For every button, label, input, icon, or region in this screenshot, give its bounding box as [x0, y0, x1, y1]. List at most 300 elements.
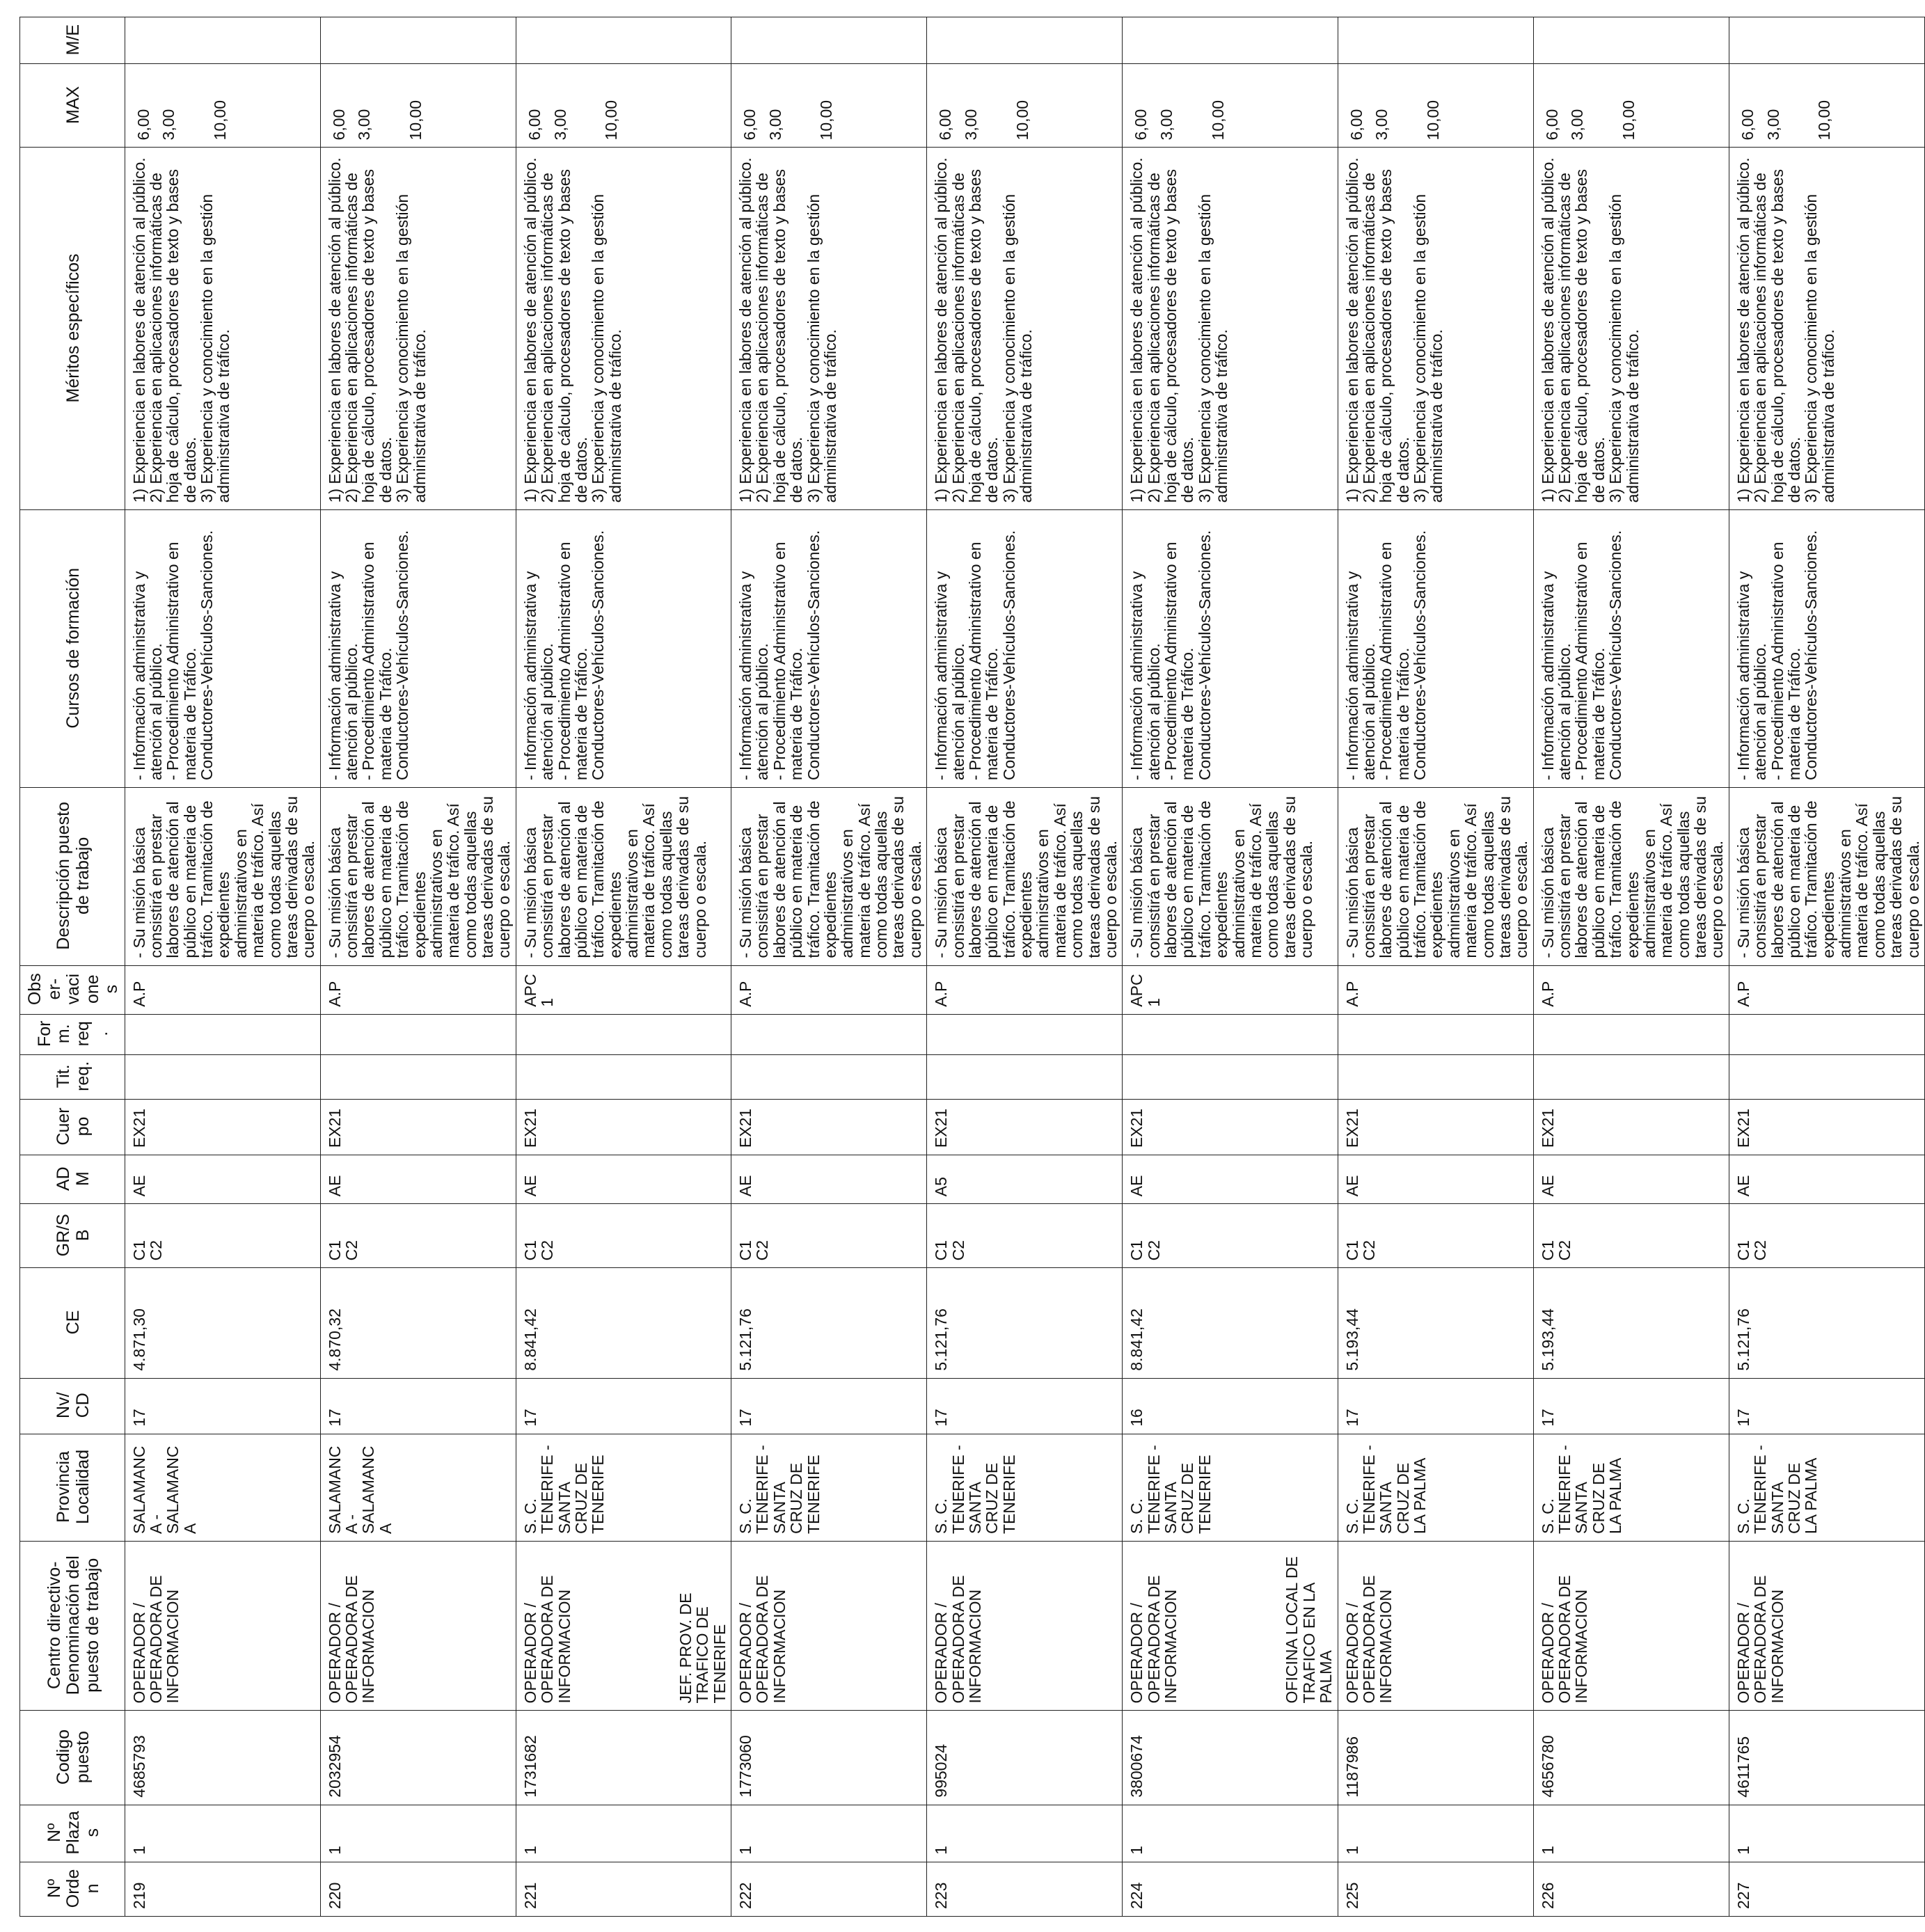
header-descripcion: Descripción puesto de trabajo: [20, 788, 125, 965]
grupo-cell: [1729, 1204, 1924, 1268]
centro-unidad-text: OFICINA LOCAL DE TRAFICO EN LA PALMA: [1283, 1556, 1336, 1704]
cursos-cell-text: - Información administrativa y atención al público. - Procedimiento Administrativo en materia de Tráfico. Conductores-Vehículos-Sanciones.: [521, 530, 608, 781]
cursos-cell-text: - Información administrativa y atención al público. - Procedimiento Administrativo en materia de Tráfico. Conductores-Vehículos-Sanciones.: [1538, 530, 1625, 781]
adm-cell: [1729, 1155, 1924, 1204]
observaciones-cell-text: A.P: [736, 981, 754, 1007]
nivel-cell: [927, 1378, 1123, 1434]
ce-cell-text: 5.121,76: [932, 1308, 951, 1371]
centro-cell-text: OPERADOR / OPERADORA DE INFORMACION: [325, 1575, 378, 1704]
adm-cell: [125, 1155, 320, 1204]
nivel-cell: [731, 1378, 927, 1434]
meritos-cell-text: 1) Experiencia en labores de atención al público. 2) Experiencia en aplicaciones informáticas de hoja de cálculo, procesadores de texto y bases de datos. 3) Experiencia y conocimiento en la gestión administrativa de tráfico.: [521, 157, 624, 503]
ce-cell-text: 4.870,32: [325, 1308, 344, 1371]
adm-cell-text: A5: [932, 1177, 951, 1197]
cuerpo-cell-text: EX21: [325, 1108, 344, 1148]
me-cell: [1123, 17, 1338, 64]
nivel-cell-text: 17: [1342, 1409, 1361, 1427]
provincia-cell-text: S. C. TENERIFE - SANTA CRUZ DE TENERIFE: [932, 1445, 1018, 1535]
centro-cell: [927, 1542, 1123, 1711]
descripcion-cell-text: - Su misión básica consistirá en prestar labores de atención al público en materia de tráfico. Tramitación de expedientes administrativos en materia de tráfico. Así como todas aquellas tareas derivadas de su cuerpo o escala.: [1127, 795, 1315, 958]
form-cell: [125, 1014, 320, 1054]
plazas-cell-text: 1: [1342, 1846, 1361, 1855]
cursos-cell: [927, 510, 1123, 788]
plazas-cell-text: 1: [1538, 1846, 1557, 1855]
codigo-cell-text: 3800674: [1127, 1735, 1146, 1798]
descripcion-cell: [1338, 788, 1533, 965]
max-cell: [927, 64, 1123, 148]
cuerpo-cell-text: EX21: [521, 1108, 539, 1148]
cursos-cell-text: - Información administrativa y atención al público. - Procedimiento Administrativo en materia de Tráfico. Conductores-Vehículos-Sanciones.: [1734, 530, 1821, 781]
observaciones-cell-text: APC1: [521, 974, 557, 1007]
cuerpo-cell-text: EX21: [1342, 1108, 1361, 1148]
descripcion-cell-text: - Su misión básica consistirá en prestar labores de atención al público en materia de tráfico. Tramitación de expedientes administrativos en materia de tráfico. Así como todas aquellas tareas derivadas de su cuerpo o escala.: [1538, 795, 1727, 958]
cursos-cell: [516, 510, 731, 788]
centro-cell: [1533, 1542, 1729, 1711]
plazas-cell-text: 1: [736, 1846, 754, 1855]
ce-cell-text: 5.193,44: [1538, 1308, 1557, 1371]
meritos-cell: [1338, 148, 1533, 510]
nivel-cell-text: 17: [521, 1409, 539, 1427]
meritos-cell-text: 1) Experiencia en labores de atención al público. 2) Experiencia en aplicaciones informáticas de hoja de cálculo, procesadores de texto y bases de datos. 3) Experiencia y conocimiento en la gestión administrativa de tráfico.: [736, 157, 839, 503]
form-cell: [731, 1014, 927, 1054]
cursos-cell: [1338, 510, 1533, 788]
meritos-cell: [927, 148, 1123, 510]
provincia-cell: [1123, 1434, 1338, 1541]
table-row: [1533, 17, 1729, 1917]
descripcion-cell: [927, 788, 1123, 965]
max-cell-text: 6,00 3,00 10,00: [525, 100, 621, 141]
orden-cell: [516, 1862, 731, 1916]
ce-cell-text: 8.841,42: [521, 1308, 539, 1371]
meritos-cell: [1729, 148, 1924, 510]
nivel-cell: [1533, 1378, 1729, 1434]
orden-cell: [927, 1862, 1123, 1916]
ce-cell-text: 5.193,44: [1342, 1308, 1361, 1371]
provincia-cell: [1729, 1434, 1924, 1541]
meritos-cell: [731, 148, 927, 510]
ce-cell: [1338, 1268, 1533, 1378]
cursos-cell-text: - Información administrativa y atención al público. - Procedimiento Administrativo en materia de Tráfico. Conductores-Vehículos-Sanciones.: [932, 530, 1018, 781]
adm-cell: [516, 1155, 731, 1204]
cursos-cell-text: - Información administrativa y atención al público. - Procedimiento Administrativo en materia de Tráfico. Conductores-Vehículos-Sanciones.: [129, 530, 216, 781]
centro-cell: [731, 1542, 927, 1711]
adm-cell-text: AE: [736, 1175, 754, 1197]
descripcion-cell: [731, 788, 927, 965]
plazas-cell: [731, 1805, 927, 1862]
adm-cell-text: AE: [1734, 1175, 1752, 1197]
max-cell-text: 6,00 3,00 10,00: [936, 100, 1031, 141]
nivel-cell-text: 17: [129, 1409, 148, 1427]
adm-cell-text: AE: [129, 1175, 148, 1197]
nivel-cell-text: 17: [736, 1409, 754, 1427]
centro-cell-text: OPERADOR / OPERADORA DE INFORMACION: [932, 1575, 984, 1704]
grupo-cell: [1533, 1204, 1729, 1268]
tit-cell: [320, 1054, 516, 1099]
plazas-cell-text: 1: [325, 1846, 344, 1855]
max-cell-text: 6,00 3,00 10,00: [1132, 100, 1227, 141]
observaciones-cell-text: A.P: [932, 981, 951, 1007]
plazas-cell-text: 1: [1734, 1846, 1752, 1855]
ce-cell-text: 8.841,42: [1127, 1308, 1146, 1371]
codigo-cell: [516, 1711, 731, 1805]
form-cell: [1729, 1014, 1924, 1054]
centro-cell-text: OPERADOR / OPERADORA DE INFORMACION: [736, 1575, 789, 1704]
codigo-cell: [1729, 1711, 1924, 1805]
adm-cell-text: AE: [1538, 1175, 1557, 1197]
max-cell: [1533, 64, 1729, 148]
ce-cell: [1123, 1268, 1338, 1378]
max-cell-text: 6,00 3,00 10,00: [1738, 100, 1834, 141]
nivel-cell-text: 16: [1127, 1409, 1146, 1427]
ce-cell-text: 5.121,76: [1734, 1308, 1752, 1371]
max-cell: [125, 64, 320, 148]
job-listing-table: [19, 17, 1925, 1917]
ce-cell: [1533, 1268, 1729, 1378]
observaciones-cell: [1533, 965, 1729, 1014]
observaciones-cell: [927, 965, 1123, 1014]
nivel-cell: [1123, 1378, 1338, 1434]
grupo-cell: [125, 1204, 320, 1268]
codigo-cell: [927, 1711, 1123, 1805]
observaciones-cell: [320, 965, 516, 1014]
header-provincia: Provincia Localidad: [20, 1434, 125, 1541]
codigo-cell-text: 1731682: [521, 1735, 539, 1798]
codigo-cell-text: 4685793: [129, 1735, 148, 1798]
centro-cell: [1729, 1542, 1924, 1711]
grupo-cell-text: C1 C2: [521, 1240, 557, 1261]
centro-cell-text: OPERADOR / OPERADORA DE INFORMACION: [1734, 1575, 1787, 1704]
centro-unidad-text: JEF. PROV. DE TRAFICO DE TENERIFE: [676, 1592, 729, 1704]
descripcion-cell-text: - Su misión básica consistirá en prestar labores de atención al público en materia de tráfico. Tramitación de expedientes administrativos en materia de tráfico. Así como todas aquellas tareas derivadas de su cuerpo o escala.: [1734, 795, 1922, 958]
centro-cell: [125, 1542, 320, 1711]
grupo-cell-text: C1 C2: [325, 1240, 361, 1261]
form-cell: [1533, 1014, 1729, 1054]
plazas-cell: [1338, 1805, 1533, 1862]
descripcion-cell-text: - Su misión básica consistirá en prestar labores de atención al público en materia de tráfico. Tramitación de expedientes administrativos en materia de tráfico. Así como todas aquellas tareas derivadas de su cuerpo o escala.: [325, 795, 514, 958]
cuerpo-cell: [1338, 1099, 1533, 1155]
header-nivel: Nv/ CD: [20, 1378, 125, 1434]
table-row: [1123, 17, 1338, 1917]
grupo-cell: [731, 1204, 927, 1268]
tit-cell: [125, 1054, 320, 1099]
meritos-cell-text: 1) Experiencia en labores de atención al público. 2) Experiencia en aplicaciones informáticas de hoja de cálculo, procesadores de texto y bases de datos. 3) Experiencia y conocimiento en la gestión administrativa de tráfico.: [1342, 157, 1446, 503]
max-cell-text: 6,00 3,00 10,00: [134, 100, 229, 141]
me-cell: [125, 17, 320, 64]
max-cell-text: 6,00 3,00 10,00: [1542, 100, 1638, 141]
grupo-cell: [320, 1204, 516, 1268]
meritos-cell-text: 1) Experiencia en labores de atención al público. 2) Experiencia en aplicaciones informáticas de hoja de cálculo, procesadores de texto y bases de datos. 3) Experiencia y conocimiento en la gestión administrativa de tráfico.: [129, 157, 233, 503]
centro-cell: [1123, 1542, 1338, 1711]
table-body: [125, 17, 1924, 1917]
meritos-cell-text: 1) Experiencia en labores de atención al público. 2) Experiencia en aplicaciones informáticas de hoja de cálculo, procesadores de texto y bases de datos. 3) Experiencia y conocimiento en la gestión administrativa de tráfico.: [932, 157, 1035, 503]
nivel-cell: [516, 1378, 731, 1434]
me-cell: [927, 17, 1123, 64]
adm-cell: [927, 1155, 1123, 1204]
provincia-cell: [1338, 1434, 1533, 1541]
max-cell-text: 6,00 3,00 10,00: [1347, 100, 1442, 141]
cursos-cell-text: - Información administrativa y atención al público. - Procedimiento Administrativo en materia de Tráfico. Conductores-Vehículos-Sanciones.: [325, 530, 412, 781]
nivel-cell: [320, 1378, 516, 1434]
cuerpo-cell: [1533, 1099, 1729, 1155]
nivel-cell: [1729, 1378, 1924, 1434]
cursos-cell: [1123, 510, 1338, 788]
centro-cell: [320, 1542, 516, 1711]
orden-cell: [320, 1862, 516, 1916]
plazas-cell-text: 1: [521, 1846, 539, 1855]
header-form: Form. req.: [20, 1014, 125, 1054]
centro-cell-text: OPERADOR / OPERADORA DE INFORMACION: [1538, 1575, 1591, 1704]
cuerpo-cell-text: EX21: [1538, 1108, 1557, 1148]
table-row: [125, 17, 320, 1917]
codigo-cell: [1533, 1711, 1729, 1805]
header-cuerpo: Cuerpo: [20, 1099, 125, 1155]
ce-cell: [320, 1268, 516, 1378]
grupo-cell-text: C1 C2: [1127, 1240, 1163, 1261]
orden-cell-text: 225: [1342, 1882, 1361, 1909]
observaciones-cell-text: A.P: [1734, 981, 1752, 1007]
me-cell: [1729, 17, 1924, 64]
orden-cell: [125, 1862, 320, 1916]
meritos-cell: [516, 148, 731, 510]
plazas-cell: [125, 1805, 320, 1862]
cuerpo-cell-text: EX21: [1127, 1108, 1146, 1148]
grupo-cell-text: C1 C2: [1734, 1240, 1770, 1261]
orden-cell-text: 227: [1734, 1882, 1752, 1909]
header-observaciones: Obser-vaciones: [20, 965, 125, 1014]
header-adm: ADM: [20, 1155, 125, 1204]
provincia-cell: [927, 1434, 1123, 1541]
max-cell: [1338, 64, 1533, 148]
provincia-cell-text: SALAMANCA - SALAMANCA: [325, 1446, 395, 1535]
provincia-cell: [516, 1434, 731, 1541]
descripcion-cell: [1533, 788, 1729, 965]
plazas-cell-text: 1: [932, 1846, 951, 1855]
orden-cell: [731, 1862, 927, 1916]
cuerpo-cell: [1123, 1099, 1338, 1155]
max-cell-text: 6,00 3,00 10,00: [329, 100, 425, 141]
descripcion-cell: [1123, 788, 1338, 965]
me-cell: [1338, 17, 1533, 64]
adm-cell-text: AE: [1342, 1175, 1361, 1197]
table-row: [516, 17, 731, 1917]
codigo-cell: [1123, 1711, 1338, 1805]
orden-cell-text: 224: [1127, 1882, 1146, 1909]
descripcion-cell-text: - Su misión básica consistirá en prestar labores de atención al público en materia de tráfico. Tramitación de expedientes administrativos en materia de tráfico. Así como todas aquellas tareas derivadas de su cuerpo o escala.: [932, 795, 1120, 958]
meritos-cell: [320, 148, 516, 510]
cuerpo-cell: [125, 1099, 320, 1155]
max-cell: [1123, 64, 1338, 148]
header-ce: CE: [20, 1268, 125, 1378]
header-plazas: Nº Plazas: [20, 1805, 125, 1862]
tit-cell: [927, 1054, 1123, 1099]
grupo-cell-text: C1 C2: [932, 1240, 967, 1261]
cuerpo-cell: [516, 1099, 731, 1155]
form-cell: [516, 1014, 731, 1054]
adm-cell-text: AE: [325, 1175, 344, 1197]
orden-cell: [1729, 1862, 1924, 1916]
descripcion-cell-text: - Su misión básica consistirá en prestar labores de atención al público en materia de tráfico. Tramitación de expedientes administrativos en materia de tráfico. Así como todas aquellas tareas derivadas de su cuerpo o escala.: [736, 795, 924, 958]
cuerpo-cell-text: EX21: [129, 1108, 148, 1148]
ce-cell-text: 4.871,30: [129, 1308, 148, 1371]
descripcion-cell-text: - Su misión básica consistirá en prestar labores de atención al público en materia de tráfico. Tramitación de expedientes administrativos en materia de tráfico. Así como todas aquellas tareas derivadas de su cuerpo o escala.: [1342, 795, 1531, 958]
form-cell: [927, 1014, 1123, 1054]
ce-cell: [516, 1268, 731, 1378]
meritos-cell: [1533, 148, 1729, 510]
meritos-cell: [1123, 148, 1338, 510]
me-cell: [1533, 17, 1729, 64]
tit-cell: [516, 1054, 731, 1099]
ce-cell: [125, 1268, 320, 1378]
cuerpo-cell-text: EX21: [932, 1108, 951, 1148]
header-cursos: Cursos de formación: [20, 510, 125, 788]
tit-cell: [1729, 1054, 1924, 1099]
orden-cell-text: 226: [1538, 1882, 1557, 1909]
cursos-cell: [731, 510, 927, 788]
provincia-cell-text: S. C. TENERIFE - SANTA CRUZ DE LA PALMA: [1734, 1445, 1821, 1535]
observaciones-cell: [516, 965, 731, 1014]
provincia-cell-text: S. C. TENERIFE - SANTA CRUZ DE LA PALMA: [1342, 1445, 1429, 1535]
nivel-cell-text: 17: [1734, 1409, 1752, 1427]
nivel-cell: [125, 1378, 320, 1434]
tit-cell: [731, 1054, 927, 1099]
plazas-cell: [1533, 1805, 1729, 1862]
ce-cell-text: 5.121,76: [736, 1308, 754, 1371]
codigo-cell: [320, 1711, 516, 1805]
centro-cell-text: OPERADOR / OPERADORA DE INFORMACION: [1342, 1575, 1395, 1704]
cursos-cell: [320, 510, 516, 788]
cuerpo-cell: [927, 1099, 1123, 1155]
cuerpo-cell: [320, 1099, 516, 1155]
nivel-cell-text: 17: [932, 1409, 951, 1427]
centro-cell-text: OPERADOR / OPERADORA DE INFORMACION: [521, 1575, 573, 1704]
plazas-cell: [1123, 1805, 1338, 1862]
codigo-cell-text: 1187986: [1342, 1736, 1361, 1798]
max-cell: [516, 64, 731, 148]
plazas-cell: [1729, 1805, 1924, 1862]
cursos-cell: [1533, 510, 1729, 788]
cuerpo-cell: [731, 1099, 927, 1155]
max-cell: [320, 64, 516, 148]
codigo-cell-text: 995024: [932, 1743, 951, 1798]
descripcion-cell-text: - Su misión básica consistirá en prestar labores de atención al público en materia de tráfico. Tramitación de expedientes administrativos en materia de tráfico. Así como todas aquellas tareas derivadas de su cuerpo o escala.: [521, 795, 709, 958]
observaciones-cell: [731, 965, 927, 1014]
me-cell: [516, 17, 731, 64]
header-codigo: Codigo puesto: [20, 1711, 125, 1805]
grupo-cell: [1123, 1204, 1338, 1268]
codigo-cell-text: 4656780: [1538, 1735, 1557, 1798]
header-me: M/E: [20, 17, 125, 64]
meritos-cell-text: 1) Experiencia en labores de atención al público. 2) Experiencia en aplicaciones informáticas de hoja de cálculo, procesadores de texto y bases de datos. 3) Experiencia y conocimiento en la gestión administrativa de tráfico.: [325, 157, 429, 503]
form-cell: [1123, 1014, 1338, 1054]
adm-cell: [1123, 1155, 1338, 1204]
observaciones-cell-text: A.P: [325, 981, 344, 1007]
cursos-cell: [1729, 510, 1924, 788]
nivel-cell-text: 17: [325, 1409, 344, 1427]
table-row: [927, 17, 1123, 1917]
grupo-cell: [516, 1204, 731, 1268]
centro-cell: [1338, 1542, 1533, 1711]
observaciones-cell-text: A.P: [129, 981, 148, 1007]
orden-cell-text: 222: [736, 1882, 754, 1909]
provincia-cell: [320, 1434, 516, 1541]
provincia-cell-text: S. C. TENERIFE - SANTA CRUZ DE TENERIFE: [736, 1445, 823, 1535]
plazas-cell-text: 1: [1127, 1846, 1146, 1855]
orden-cell: [1123, 1862, 1338, 1916]
cuerpo-cell: [1729, 1099, 1924, 1155]
provincia-cell: [125, 1434, 320, 1541]
observaciones-cell: [1729, 965, 1924, 1014]
grupo-cell: [927, 1204, 1123, 1268]
codigo-cell: [125, 1711, 320, 1805]
cursos-cell-text: - Información administrativa y atención al público. - Procedimiento Administrativo en materia de Tráfico. Conductores-Vehículos-Sanciones.: [1127, 530, 1214, 781]
header-max: MAX: [20, 64, 125, 148]
ce-cell: [731, 1268, 927, 1378]
descripcion-cell: [125, 788, 320, 965]
cuerpo-cell-text: EX21: [1734, 1108, 1752, 1148]
tit-cell: [1338, 1054, 1533, 1099]
descripcion-cell: [1729, 788, 1924, 965]
provincia-cell: [1533, 1434, 1729, 1541]
table-row: [1729, 17, 1924, 1917]
cursos-cell: [125, 510, 320, 788]
orden-cell-text: 220: [325, 1882, 344, 1909]
orden-cell: [1338, 1862, 1533, 1916]
meritos-cell: [125, 148, 320, 510]
table-row: [320, 17, 516, 1917]
observaciones-cell-text: A.P: [1342, 981, 1361, 1007]
table-row: [731, 17, 927, 1917]
grupo-cell-text: C1 C2: [1342, 1240, 1378, 1261]
orden-cell-text: 221: [521, 1882, 539, 1909]
provincia-cell-text: SALAMANCA - SALAMANCA: [129, 1446, 199, 1535]
provincia-cell-text: S. C. TENERIFE - SANTA CRUZ DE TENERIFE: [1127, 1445, 1214, 1535]
adm-cell: [1338, 1155, 1533, 1204]
orden-cell-text: 219: [129, 1882, 148, 1909]
observaciones-cell: [125, 965, 320, 1014]
adm-cell: [1533, 1155, 1729, 1204]
grupo-cell: [1338, 1204, 1533, 1268]
me-cell: [731, 17, 927, 64]
adm-cell: [320, 1155, 516, 1204]
adm-cell-text: AE: [1127, 1175, 1146, 1197]
grupo-cell-text: C1 C2: [129, 1240, 165, 1261]
table-row: [1338, 17, 1533, 1917]
max-cell: [1729, 64, 1924, 148]
header-tit: Tit. req.: [20, 1054, 125, 1099]
tit-cell: [1123, 1054, 1338, 1099]
cuerpo-cell-text: EX21: [736, 1108, 754, 1148]
meritos-cell-text: 1) Experiencia en labores de atención al público. 2) Experiencia en aplicaciones informáticas de hoja de cálculo, procesadores de texto y bases de datos. 3) Experiencia y conocimiento en la gestión administrativa de tráfico.: [1538, 157, 1642, 503]
orden-cell-text: 223: [932, 1882, 951, 1909]
plazas-cell-text: 1: [129, 1846, 148, 1855]
form-cell: [1338, 1014, 1533, 1054]
observaciones-cell-text: APC1: [1127, 974, 1163, 1007]
header-row: [20, 17, 125, 1917]
header-orden: Nº Orden: [20, 1862, 125, 1916]
grupo-cell-text: C1 C2: [1538, 1240, 1574, 1261]
centro-cell-text: OPERADOR / OPERADORA DE INFORMACION: [1127, 1575, 1180, 1704]
plazas-cell: [927, 1805, 1123, 1862]
adm-cell: [731, 1155, 927, 1204]
codigo-cell: [1338, 1711, 1533, 1805]
form-cell: [320, 1014, 516, 1054]
codigo-cell-text: 4611765: [1734, 1736, 1752, 1798]
plazas-cell: [320, 1805, 516, 1862]
observaciones-cell: [1338, 965, 1533, 1014]
codigo-cell-text: 2032954: [325, 1735, 344, 1798]
plazas-cell: [516, 1805, 731, 1862]
nivel-cell: [1338, 1378, 1533, 1434]
